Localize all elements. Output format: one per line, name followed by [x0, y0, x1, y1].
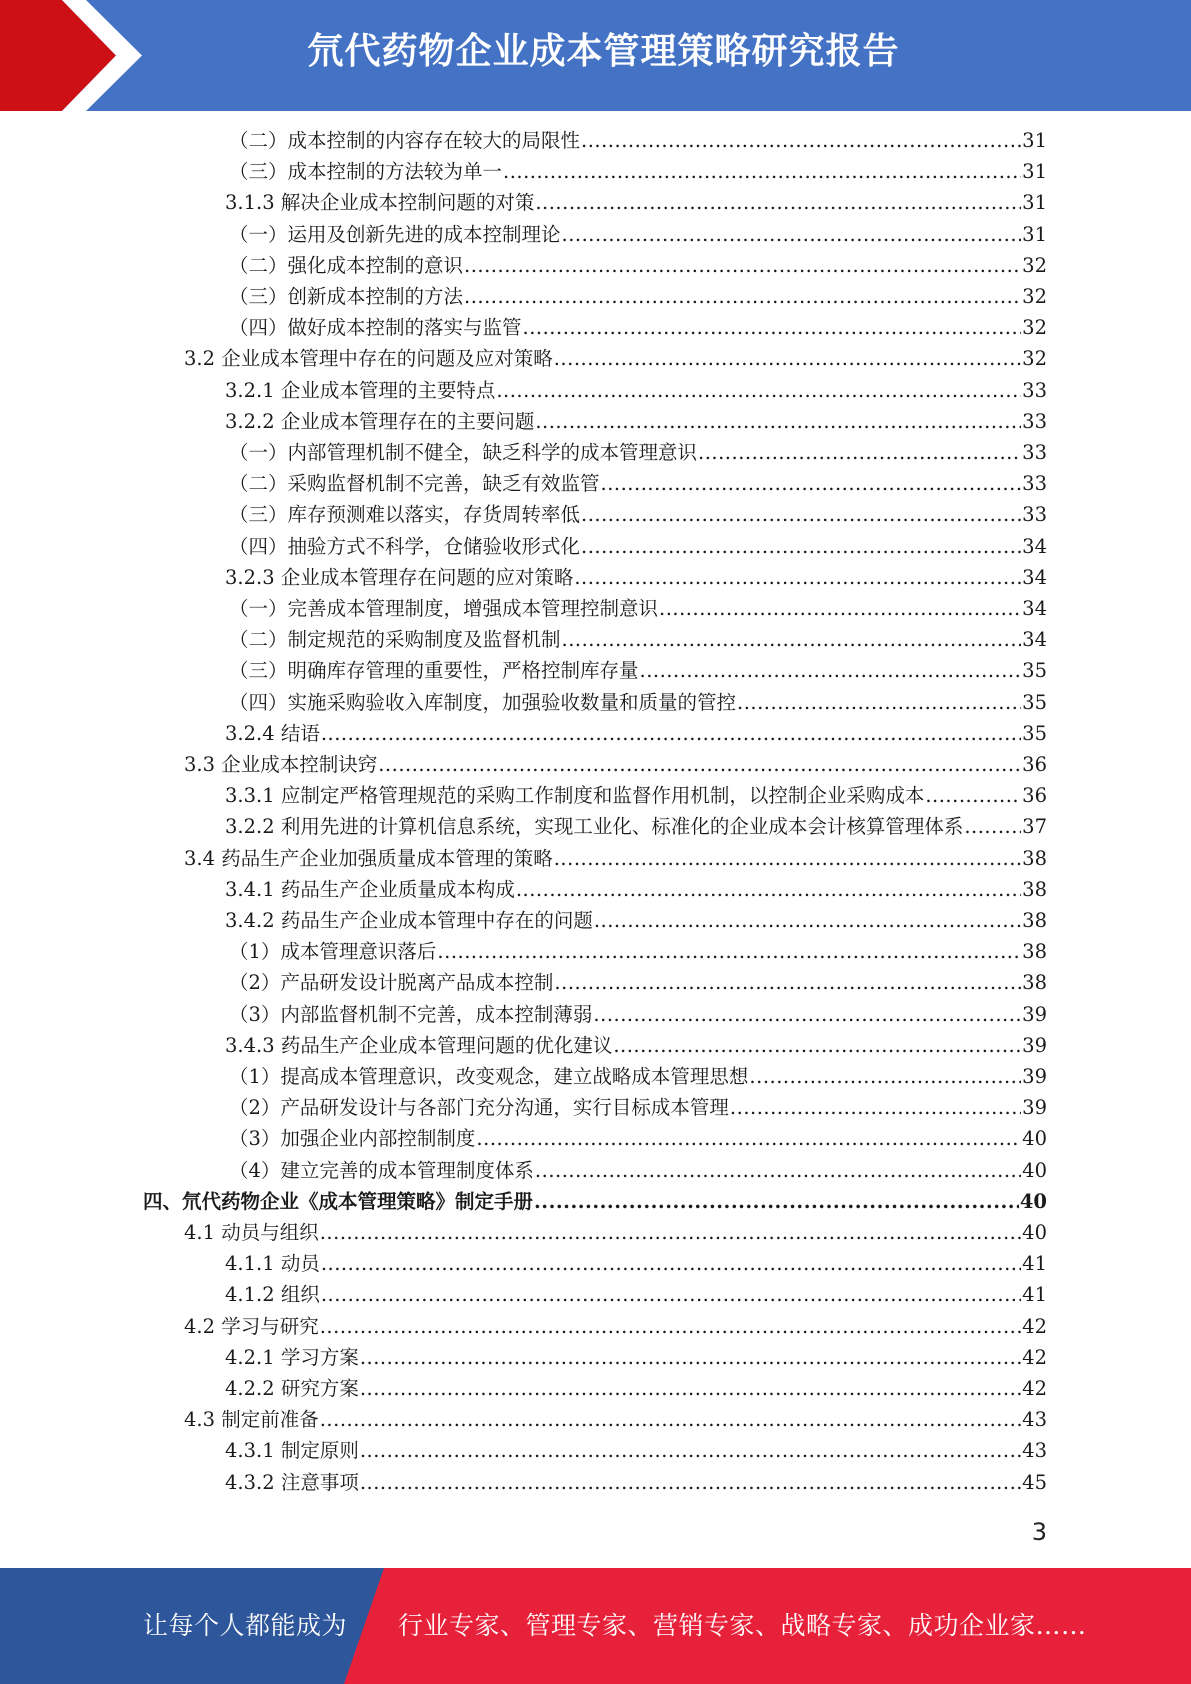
toc-entry-label: （一）内部管理机制不健全，缺乏科学的成本管理意识 — [229, 441, 698, 464]
toc-entry[interactable] — [184, 1217, 1047, 1248]
toc-dot-leader — [601, 468, 1022, 499]
toc-entry[interactable] — [229, 1092, 1047, 1123]
toc-entry[interactable] — [184, 1311, 1047, 1342]
toc-dot-leader — [562, 219, 1022, 250]
toc-entry-page: 38 — [1022, 971, 1047, 995]
toc-entry-label: 3.1.3 解决企业成本控制问题的对策 — [225, 191, 535, 215]
toc-entry-label: 3.3 企业成本控制诀窍 — [184, 753, 378, 776]
toc-entry[interactable] — [229, 468, 1047, 499]
toc-entry-label: （2）产品研发设计脱离产品成本控制 — [229, 971, 554, 995]
toc-entry-page: 41 — [1022, 1252, 1047, 1276]
report-title: 氘代药物企业成本管理策略研究报告 — [307, 31, 900, 72]
toc-entry[interactable] — [225, 905, 1047, 936]
toc-dot-leader — [476, 1123, 1021, 1154]
toc-dot-leader — [321, 1279, 1021, 1310]
toc-entry[interactable] — [229, 1123, 1047, 1154]
toc-entry-label: （3）内部监督机制不完善，成本控制薄弱 — [229, 1002, 593, 1026]
footer-slogan-right: 行业专家、管理专家、营销专家、战略专家、成功企业家…… — [398, 1611, 1087, 1640]
toc-entry[interactable] — [225, 1279, 1047, 1310]
toc-entry-label: 3.4 药品生产企业加强质量成本管理的策略 — [184, 846, 553, 870]
toc-entry-label: （二）强化成本控制的意识 — [229, 253, 464, 277]
toc-dot-leader — [925, 780, 1021, 811]
toc-entry-page: 43 — [1022, 1439, 1047, 1463]
toc-entry-label: 4.1.2 组织 — [225, 1283, 320, 1307]
toc-entry-label: （二）采购监督机制不完善，缺乏有效监管 — [229, 472, 600, 496]
toc-entry-label: 4.2.2 研究方案 — [225, 1377, 359, 1400]
toc-dot-leader — [964, 811, 1021, 842]
toc-entry-label: （3）加强企业内部控制制度 — [229, 1127, 476, 1151]
toc-dot-leader — [574, 562, 1021, 593]
toc-dot-leader — [534, 1186, 1019, 1217]
toc-entry-label: 4.3.2 注意事项 — [225, 1470, 359, 1494]
toc-entry-label: （一）完善成本管理制度，增强成本管理控制意识 — [229, 597, 659, 620]
toc-dot-leader — [593, 999, 1021, 1030]
toc-dot-leader — [321, 1248, 1021, 1279]
toc-dot-leader — [613, 1030, 1021, 1061]
toc-entry-label: 4.2 学习与研究 — [184, 1314, 319, 1338]
toc-entry[interactable] — [225, 406, 1047, 437]
toc-entry[interactable] — [225, 1030, 1047, 1061]
toc-entry[interactable] — [229, 219, 1047, 250]
toc-dot-leader — [360, 1467, 1021, 1498]
toc-entry-page: 38 — [1022, 940, 1047, 964]
toc-entry-label: （一）运用及创新先进的成本控制理论 — [229, 222, 561, 246]
toc-dot-leader — [698, 437, 1021, 468]
page-number: 3 — [1031, 1518, 1047, 1546]
toc-entry-page: 37 — [1022, 815, 1047, 839]
toc-entry-page: 40 — [1022, 1221, 1047, 1244]
toc-dot-leader — [535, 1155, 1021, 1186]
toc-dot-leader — [640, 655, 1022, 686]
toc-entry[interactable] — [229, 624, 1047, 655]
toc-entry-page: 45 — [1022, 1470, 1047, 1494]
toc-dot-leader — [378, 749, 1021, 780]
toc-entry[interactable] — [229, 156, 1047, 187]
toc-entry-page: 39 — [1022, 1033, 1047, 1057]
toc-entry-page: 41 — [1022, 1283, 1047, 1307]
toc-entry-label: 3.4.3 药品生产企业成本管理问题的优化建议 — [225, 1033, 613, 1057]
toc-entry-page: 42 — [1022, 1314, 1047, 1338]
toc-dot-leader — [554, 967, 1021, 998]
toc-dot-leader — [496, 375, 1021, 406]
toc-entry[interactable] — [225, 1435, 1047, 1466]
toc-entry-label: （三）成本控制的方法较为单一 — [229, 160, 503, 184]
toc-entry[interactable] — [225, 780, 1047, 811]
toc-entry-page: 31 — [1022, 129, 1047, 152]
toc-entry-label: （四）实施采购验收入库制度，加强验收数量和质量的管控 — [229, 690, 737, 714]
toc-dot-leader — [737, 687, 1021, 718]
toc-entry[interactable] — [229, 531, 1047, 562]
toc-entry-page: 31 — [1022, 160, 1047, 184]
toc-dot-leader — [503, 156, 1021, 187]
toc-entry[interactable] — [225, 1467, 1047, 1498]
toc-entry-page: 32 — [1022, 285, 1047, 308]
toc-entry[interactable] — [225, 811, 1047, 842]
toc-dot-leader — [581, 499, 1021, 530]
toc-entry-page: 34 — [1022, 597, 1047, 620]
toc-entry[interactable] — [229, 967, 1047, 998]
toc-entry[interactable] — [225, 375, 1047, 406]
toc-entry-label: 4.1.1 动员 — [225, 1252, 320, 1276]
toc-entry[interactable] — [229, 125, 1047, 156]
toc-entry[interactable] — [184, 843, 1047, 874]
toc-entry[interactable] — [225, 1342, 1047, 1373]
toc-dot-leader — [320, 1311, 1021, 1342]
toc-dot-leader — [360, 1435, 1021, 1466]
toc-entry-page: 36 — [1022, 784, 1047, 808]
toc-entry[interactable] — [229, 655, 1047, 686]
toc-entry-label: （四）做好成本控制的落实与监管 — [229, 316, 522, 340]
toc-entry-label: 3.4.1 药品生产企业质量成本构成 — [225, 877, 515, 901]
toc-dot-leader — [535, 187, 1021, 218]
toc-entry-page: 39 — [1022, 1065, 1047, 1088]
toc-dot-leader — [535, 406, 1021, 437]
toc-dot-leader — [464, 250, 1021, 281]
toc-entry-label: （三）创新成本控制的方法 — [229, 285, 464, 308]
toc-entry[interactable] — [225, 874, 1047, 905]
toc-entry-page: 42 — [1022, 1345, 1047, 1369]
toc-entry-page: 32 — [1022, 316, 1047, 340]
footer-banner — [0, 1568, 1191, 1684]
toc-entry-label: 3.2.1 企业成本管理的主要特点 — [225, 378, 496, 402]
toc-entry[interactable] — [184, 749, 1047, 780]
toc-dot-leader — [437, 936, 1021, 967]
toc-entry[interactable] — [184, 1404, 1047, 1435]
toc-entry-label: 4.3.1 制定原则 — [225, 1439, 359, 1463]
toc-entry-label: 4.1 动员与组织 — [184, 1221, 319, 1244]
toc-entry-label: 3.2.2 利用先进的计算机信息系统，实现工业化、标准化的企业成本会计核算管理体系 — [225, 815, 964, 839]
toc-dot-leader — [321, 718, 1021, 749]
toc-entry-page: 40 — [1022, 1127, 1047, 1151]
toc-entry-page: 33 — [1022, 409, 1047, 433]
toc-entry[interactable] — [184, 343, 1047, 374]
toc-entry-page: 39 — [1022, 1002, 1047, 1026]
toc-entry-page: 33 — [1022, 378, 1047, 402]
toc-entry-page: 40 — [1019, 1189, 1047, 1213]
toc-entry-page: 35 — [1022, 690, 1047, 714]
toc-entry-label: （1）提高成本管理意识，改变观念，建立战略成本管理思想 — [229, 1065, 749, 1088]
toc-entry[interactable] — [225, 1373, 1047, 1404]
toc-entry-label: 3.2.4 结语 — [225, 721, 320, 745]
toc-entry-page: 34 — [1022, 534, 1047, 558]
toc-entry-label: 四、氘代药物企业《成本管理策略》制定手册 — [143, 1189, 534, 1213]
toc-entry-page: 33 — [1022, 441, 1047, 464]
toc-entry-page: 40 — [1022, 1158, 1047, 1182]
toc-entry-label: （二）制定规范的采购制度及监督机制 — [229, 628, 561, 652]
toc-entry-label: 4.2.1 学习方案 — [225, 1345, 359, 1369]
footer-slogan-left: 让每个人都能成为 — [143, 1611, 348, 1640]
toc-dot-leader — [581, 531, 1021, 562]
toc-entry-page: 38 — [1022, 909, 1047, 932]
toc-entry-label: （三）明确库存管理的重要性，严格控制库存量 — [229, 659, 639, 683]
toc-dot-leader — [659, 593, 1021, 624]
toc-entry-label: （四）抽验方式不科学，仓储验收形式化 — [229, 534, 581, 558]
toc-entry[interactable] — [225, 718, 1047, 749]
toc-entry[interactable] — [225, 187, 1047, 218]
toc-entry-page: 43 — [1022, 1408, 1047, 1432]
toc-entry[interactable] — [229, 437, 1047, 468]
toc-entry-page: 32 — [1022, 347, 1047, 371]
toc-dot-leader — [516, 874, 1021, 905]
toc-entry-label: （4）建立完善的成本管理制度体系 — [229, 1158, 534, 1182]
toc-entry-label: 4.3 制定前准备 — [184, 1408, 319, 1432]
toc-dot-leader — [749, 1061, 1021, 1092]
toc-entry[interactable] — [229, 1061, 1047, 1092]
toc-entry[interactable] — [229, 593, 1047, 624]
toc-entry-page: 39 — [1022, 1096, 1047, 1120]
toc-entry[interactable] — [225, 562, 1047, 593]
toc-dot-leader — [360, 1373, 1021, 1404]
toc-entry[interactable] — [229, 250, 1047, 281]
toc-entry[interactable] — [143, 1186, 1047, 1217]
toc-entry-label: 3.2.3 企业成本管理存在问题的应对策略 — [225, 565, 574, 589]
toc-entry-page: 38 — [1022, 846, 1047, 870]
toc-dot-leader — [464, 281, 1021, 312]
toc-entry[interactable] — [229, 936, 1047, 967]
toc-entry[interactable] — [229, 281, 1047, 312]
toc-entry-page: 31 — [1022, 191, 1047, 215]
toc-dot-leader — [320, 1217, 1021, 1248]
toc-entry-page: 33 — [1022, 472, 1047, 496]
toc-entry-page: 38 — [1022, 877, 1047, 901]
header-banner — [0, 0, 1191, 111]
toc-entry-label: （二）成本控制的内容存在较大的局限性 — [229, 129, 581, 152]
toc-dot-leader — [360, 1342, 1021, 1373]
toc-entry-label: （1）成本管理意识落后 — [229, 940, 437, 964]
toc-entry[interactable] — [229, 687, 1047, 718]
toc-entry-page: 32 — [1022, 253, 1047, 277]
toc-entry-label: （2）产品研发设计与各部门充分沟通，实行目标成本管理 — [229, 1096, 729, 1120]
toc-dot-leader — [730, 1092, 1021, 1123]
toc-dot-leader — [562, 624, 1022, 655]
toc-entry-page: 42 — [1022, 1377, 1047, 1400]
toc-dot-leader — [594, 905, 1021, 936]
toc-dot-leader — [581, 125, 1021, 156]
toc-entry-page: 35 — [1022, 721, 1047, 745]
toc-dot-leader — [554, 343, 1021, 374]
toc-entry-page: 36 — [1022, 753, 1047, 776]
toc-entry[interactable] — [229, 499, 1047, 530]
toc-entry[interactable] — [225, 1248, 1047, 1279]
toc-entry-label: 3.3.1 应制定严格管理规范的采购工作制度和监督作用机制，以控制企业采购成本 — [225, 784, 925, 808]
toc-entry[interactable] — [229, 999, 1047, 1030]
toc-entry-label: 3.2.2 企业成本管理存在的主要问题 — [225, 409, 535, 433]
toc-entry-page: 33 — [1022, 503, 1047, 527]
toc-dot-leader — [523, 312, 1022, 343]
toc-dot-leader — [554, 843, 1021, 874]
toc-entry-label: （三）库存预测难以落实，存货周转率低 — [229, 503, 581, 527]
toc-entry-page: 31 — [1022, 222, 1047, 246]
toc-entry[interactable] — [229, 312, 1047, 343]
toc-entry-page: 35 — [1022, 659, 1047, 683]
toc-entry[interactable] — [229, 1155, 1047, 1186]
toc-entry-label: 3.2 企业成本管理中存在的问题及应对策略 — [184, 347, 553, 371]
toc-entry-page: 34 — [1022, 565, 1047, 589]
toc-entry-page: 34 — [1022, 628, 1047, 652]
toc-dot-leader — [320, 1404, 1021, 1435]
toc-entry-label: 3.4.2 药品生产企业成本管理中存在的问题 — [225, 909, 593, 932]
